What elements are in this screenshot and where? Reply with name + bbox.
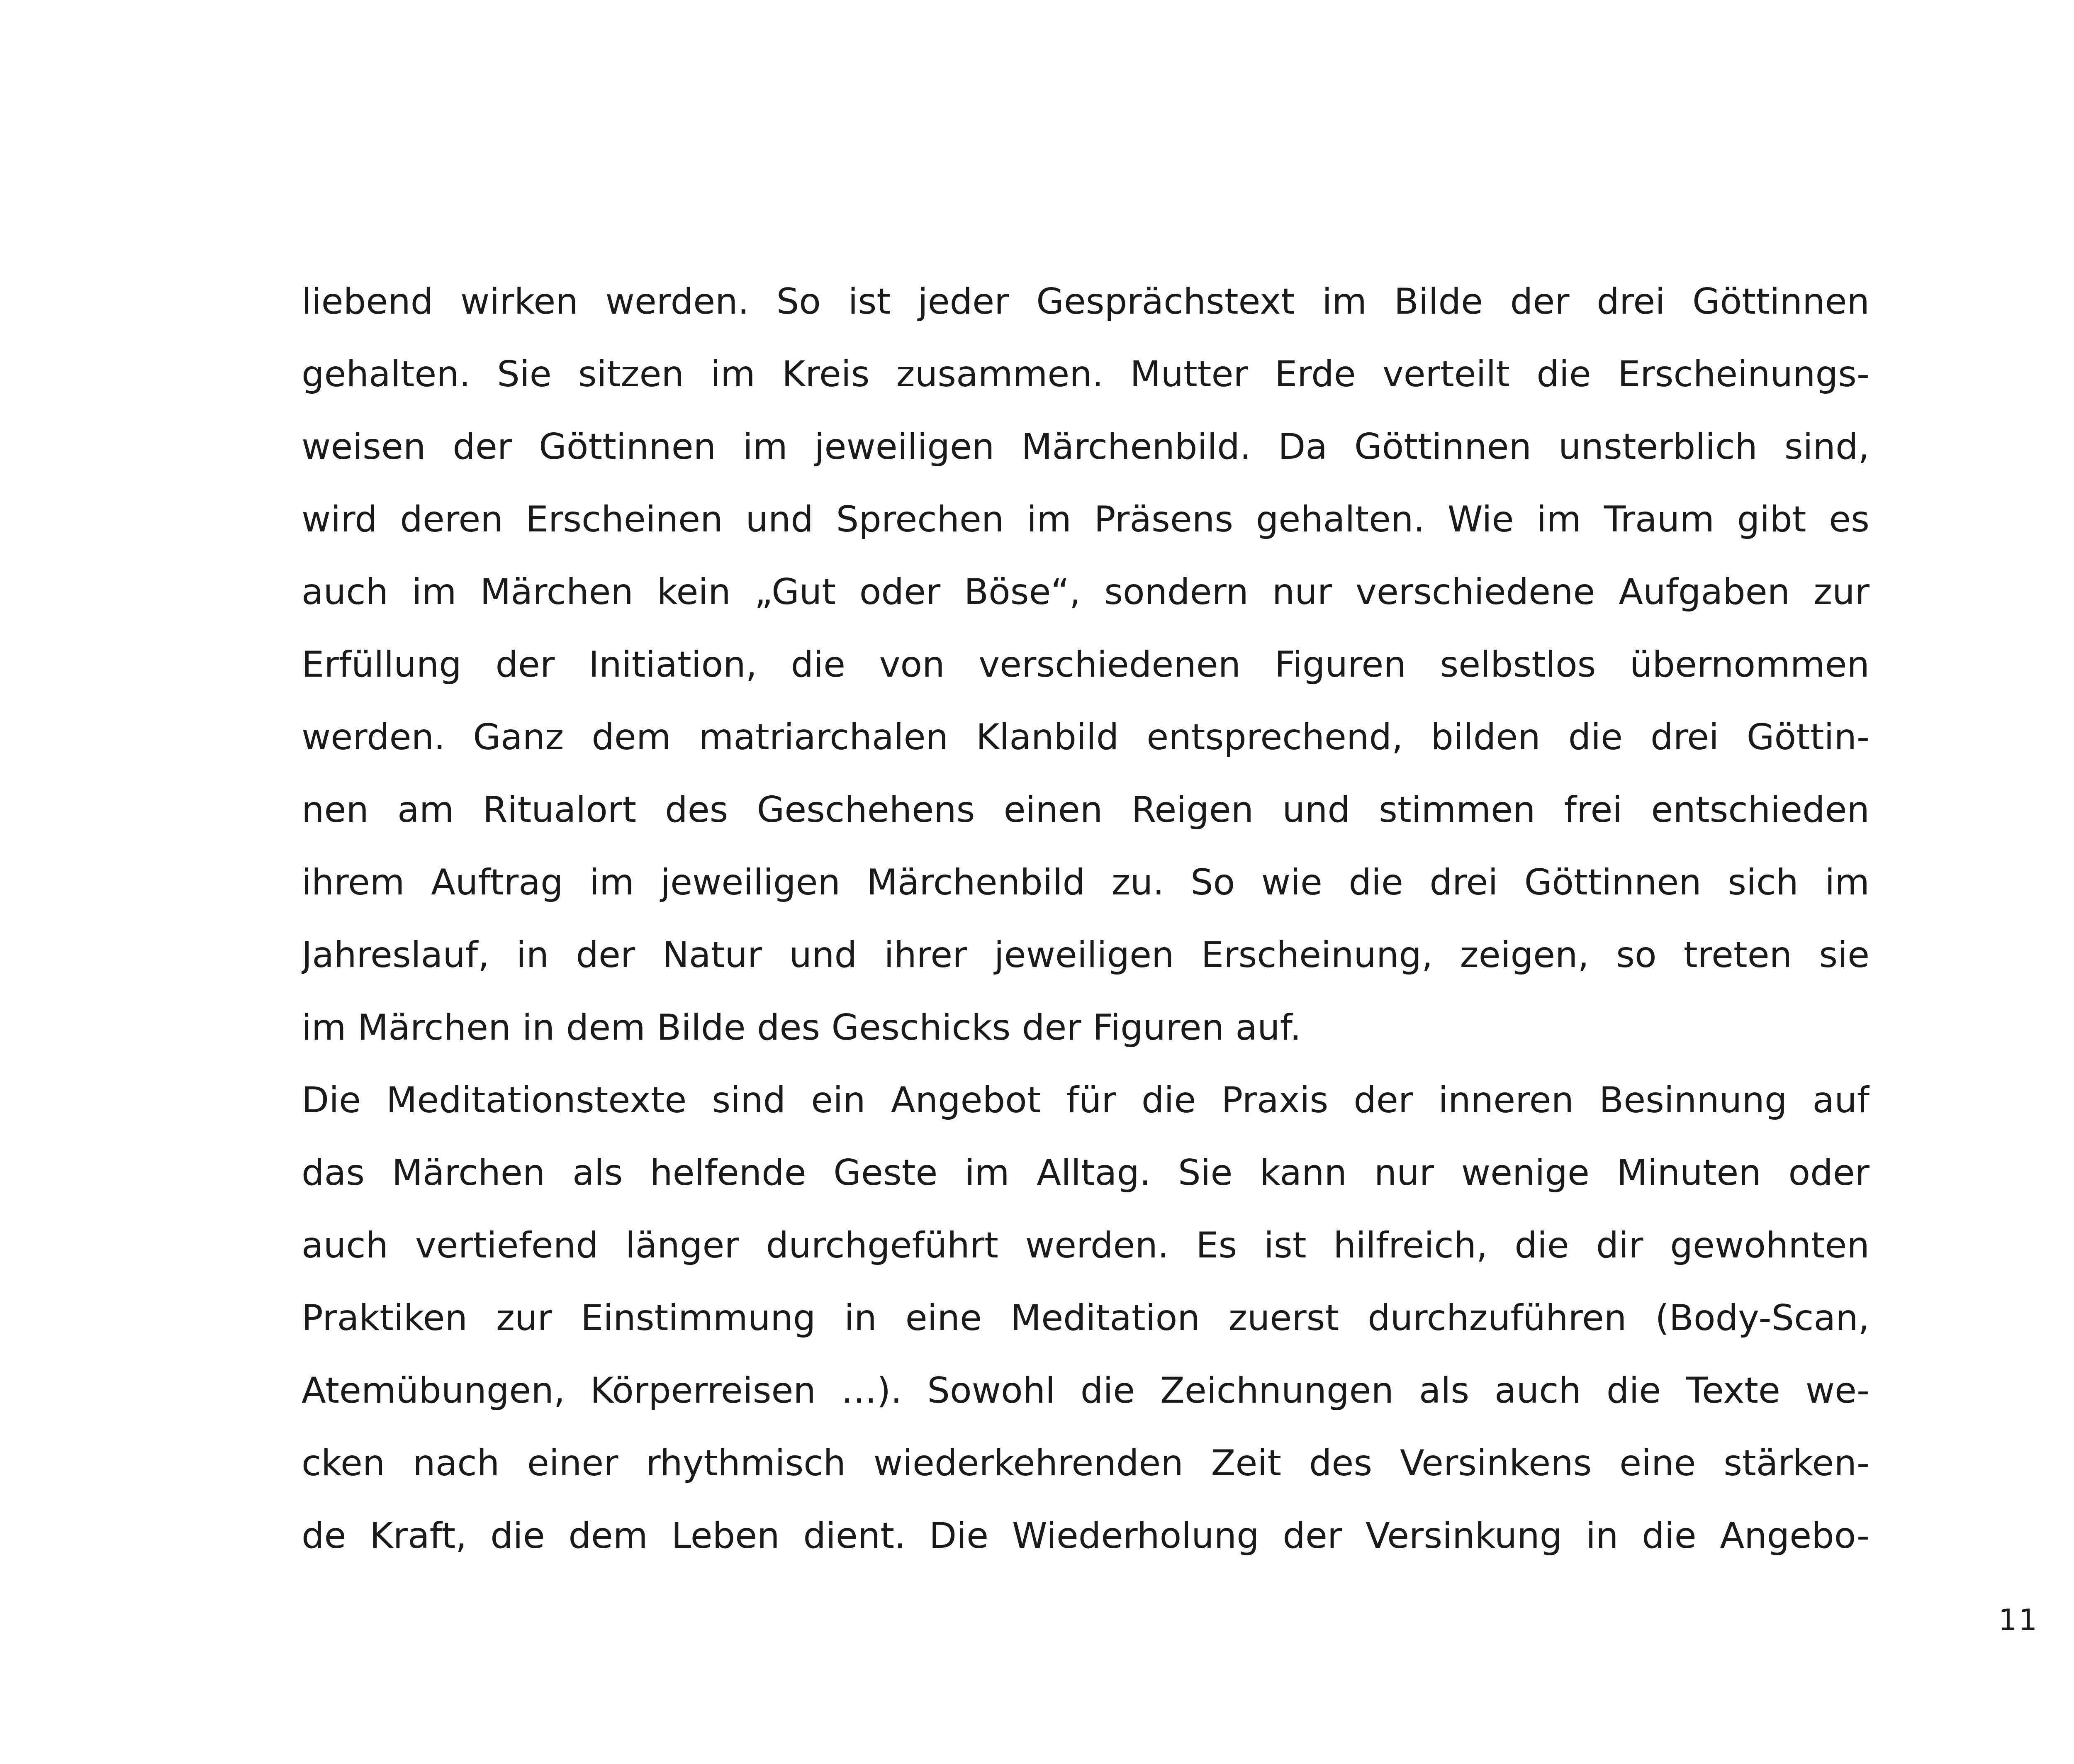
- text-line: Atemübungen, Körperreisen …). Sowohl die Zeichnungen als auch die Texte we-: [302, 1370, 1870, 1411]
- text-line: nen am Ritualort des Geschehens einen Reigen und stimmen frei entschieden: [302, 789, 1870, 831]
- text-line: Jahreslauf, in der Natur und ihrer jeweiligen Erscheinung, zeigen, so treten sie: [302, 934, 1870, 976]
- text-line: weisen der Göttinnen im jeweiligen Märchenbild. Da Göttinnen unsterblich sind,: [302, 426, 1870, 468]
- paragraph-2: [302, 1064, 1870, 1572]
- body-text: [302, 266, 1870, 1572]
- text-line: wird deren Erscheinen und Sprechen im Präsens gehalten. Wie im Traum gibt es: [302, 499, 1870, 540]
- page-number: 11: [1999, 1603, 2039, 1637]
- text-line: de Kraft, die dem Leben dient. Die Wiederholung der Versinkung in die Angebo-: [302, 1515, 1870, 1557]
- text-line: Praktiken zur Einstimmung in eine Meditation zuerst durchzuführen (Body-Scan,: [302, 1297, 1870, 1339]
- text-line: auch vertiefend länger durchgeführt werden. Es ist hilfreich, die dir gewohnten: [302, 1225, 1870, 1266]
- text-line: Erfüllung der Initiation, die von verschiedenen Figuren selbstlos übernommen: [302, 644, 1870, 685]
- text-line: ihrem Auftrag im jeweiligen Märchenbild zu. So wie die drei Göttinnen sich im: [302, 862, 1870, 903]
- paragraph-1: [302, 266, 1870, 1064]
- text-line: cken nach einer rhythmisch wiederkehrenden Zeit des Versinkens eine stärken-: [302, 1442, 1870, 1484]
- text-line: im Märchen in dem Bilde des Geschicks der Figuren auf.: [302, 1007, 1301, 1048]
- text-line: gehalten. Sie sitzen im Kreis zusammen. Mutter Erde verteilt die Erscheinungs-: [302, 353, 1870, 395]
- text-line: Die Meditationstexte sind ein Angebot für die Praxis der inneren Besinnung auf: [302, 1079, 1870, 1121]
- text-line: werden. Ganz dem matriarchalen Klanbild entsprechend, bilden die drei Göttin-: [302, 716, 1870, 758]
- text-line: das Märchen als helfende Geste im Alltag. Sie kann nur wenige Minuten oder: [302, 1152, 1870, 1194]
- text-line: liebend wirken werden. So ist jeder Gesprächstext im Bilde der drei Göttinnen: [302, 281, 1870, 322]
- text-line: auch im Märchen kein „Gut oder Böse“, sondern nur verschiedene Aufgaben zur: [302, 571, 1870, 613]
